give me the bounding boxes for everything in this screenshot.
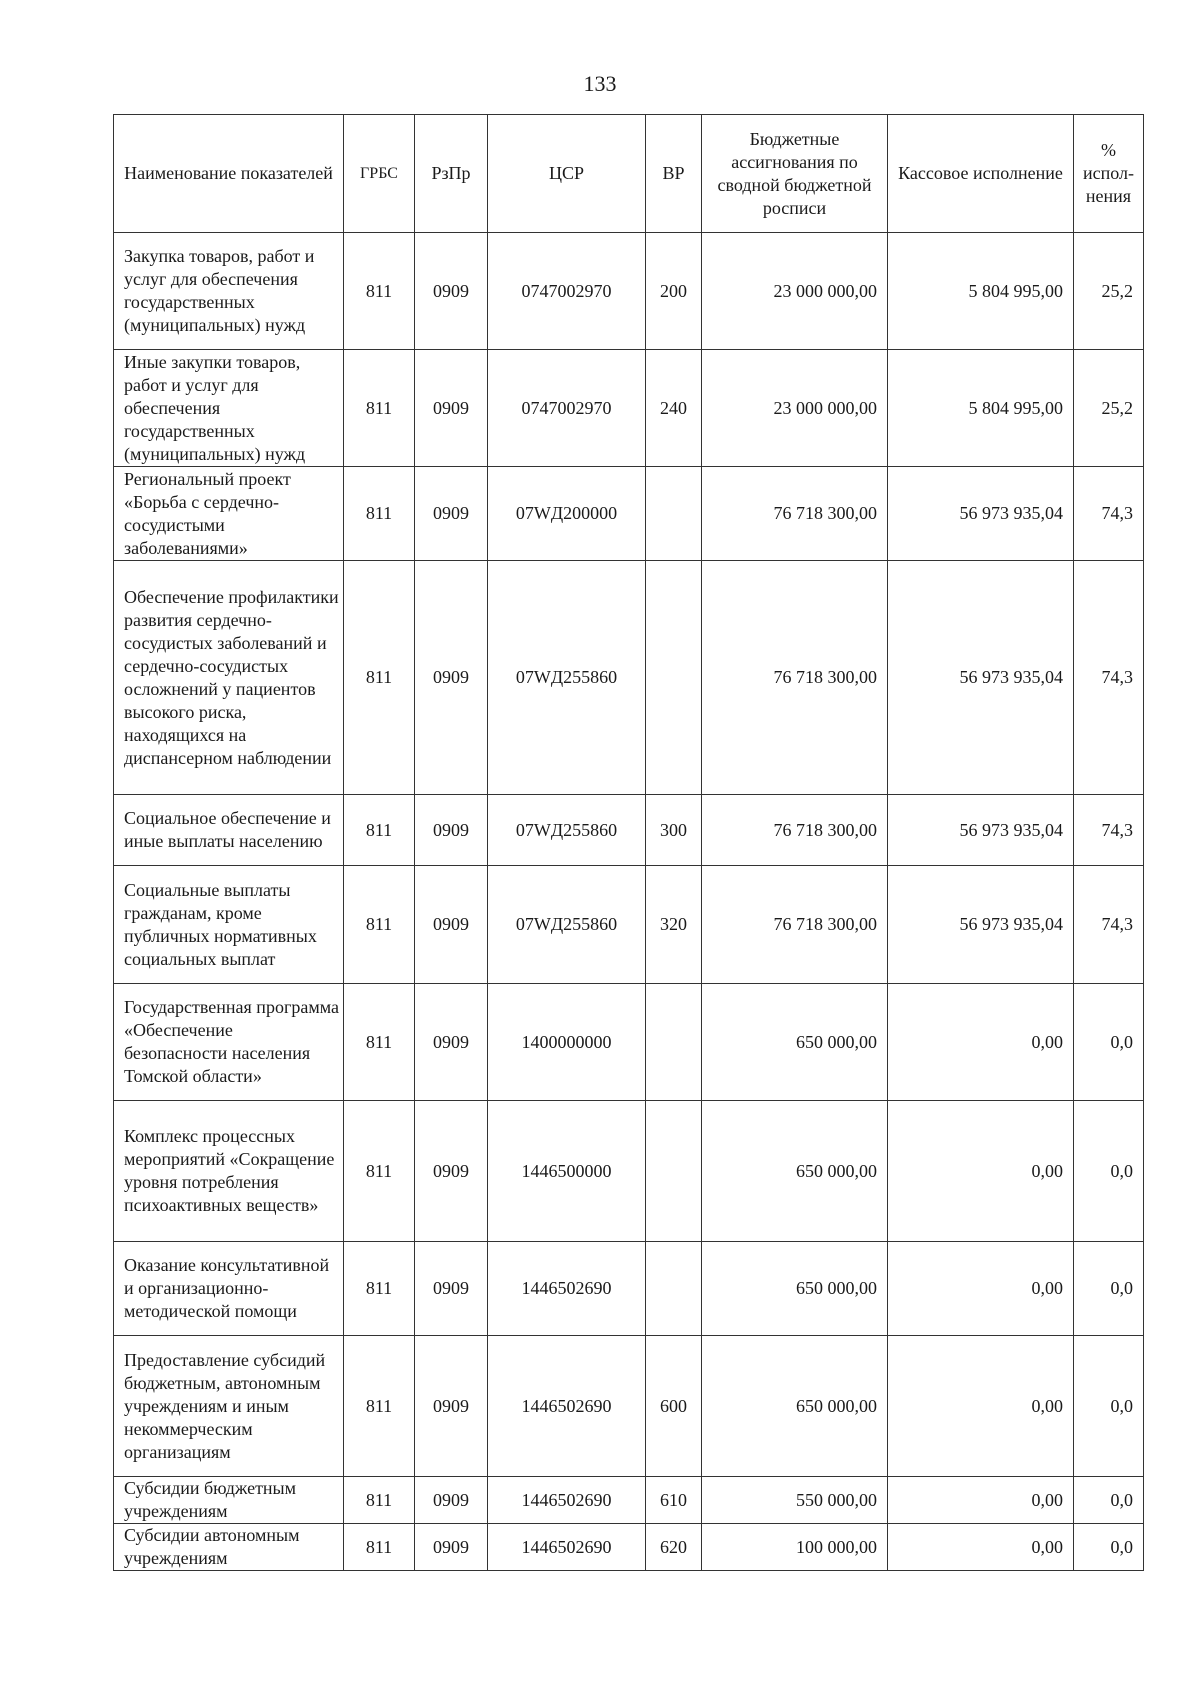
row-cash: 0,00 bbox=[888, 1524, 1074, 1571]
row-csr: 1446502690 bbox=[488, 1336, 646, 1477]
row-cash: 56 973 935,04 bbox=[888, 467, 1074, 561]
header-rzpr: РзПр bbox=[415, 115, 488, 233]
row-rzpr: 0909 bbox=[415, 350, 488, 467]
row-assignments: 650 000,00 bbox=[702, 1101, 888, 1242]
row-grbs: 811 bbox=[344, 561, 415, 795]
row-assignments: 100 000,00 bbox=[702, 1524, 888, 1571]
row-assignments: 650 000,00 bbox=[702, 1242, 888, 1336]
row-assignments: 23 000 000,00 bbox=[702, 350, 888, 467]
row-percent: 0,0 bbox=[1074, 1336, 1144, 1477]
row-cash: 56 973 935,04 bbox=[888, 561, 1074, 795]
table-row bbox=[114, 1101, 1144, 1242]
row-percent: 74,3 bbox=[1074, 795, 1144, 866]
row-cash: 56 973 935,04 bbox=[888, 866, 1074, 984]
row-percent: 0,0 bbox=[1074, 1101, 1144, 1242]
row-vr: 620 bbox=[646, 1524, 702, 1571]
row-csr: 1446502690 bbox=[488, 1477, 646, 1524]
row-vr: 600 bbox=[646, 1336, 702, 1477]
row-name: Региональный проект «Борьба с сердечно-сосудистыми заболеваниями» bbox=[114, 467, 344, 561]
table-row bbox=[114, 561, 1144, 795]
row-csr: 07WД200000 bbox=[488, 467, 646, 561]
row-grbs: 811 bbox=[344, 1101, 415, 1242]
row-percent: 0,0 bbox=[1074, 1477, 1144, 1524]
row-cash: 0,00 bbox=[888, 1336, 1074, 1477]
row-grbs: 811 bbox=[344, 866, 415, 984]
row-assignments: 650 000,00 bbox=[702, 1336, 888, 1477]
row-csr: 1400000000 bbox=[488, 984, 646, 1101]
row-grbs: 811 bbox=[344, 1477, 415, 1524]
row-rzpr: 0909 bbox=[415, 984, 488, 1101]
header-grbs: ГРБС bbox=[344, 115, 415, 233]
row-csr: 1446502690 bbox=[488, 1242, 646, 1336]
row-rzpr: 0909 bbox=[415, 795, 488, 866]
row-vr: 610 bbox=[646, 1477, 702, 1524]
header-vr: ВР bbox=[646, 115, 702, 233]
row-assignments: 76 718 300,00 bbox=[702, 866, 888, 984]
budget-table bbox=[113, 114, 1144, 1571]
table-row bbox=[114, 984, 1144, 1101]
row-name: Закупка товаров, работ и услуг для обеспечения государственных (муниципальных) нужд bbox=[114, 233, 344, 350]
header-row bbox=[114, 115, 1144, 233]
table-row bbox=[114, 1477, 1144, 1524]
row-vr bbox=[646, 1101, 702, 1242]
row-assignments: 650 000,00 bbox=[702, 984, 888, 1101]
header-cash-execution: Кассовое исполнение bbox=[888, 115, 1074, 233]
row-percent: 74,3 bbox=[1074, 561, 1144, 795]
table-row bbox=[114, 1242, 1144, 1336]
row-name: Оказание консультативной и организационно-методической помощи bbox=[114, 1242, 344, 1336]
row-vr: 200 bbox=[646, 233, 702, 350]
table-row bbox=[114, 1336, 1144, 1477]
row-vr bbox=[646, 561, 702, 795]
row-rzpr: 0909 bbox=[415, 467, 488, 561]
row-percent: 74,3 bbox=[1074, 866, 1144, 984]
row-grbs: 811 bbox=[344, 1524, 415, 1571]
row-name: Государственная программа «Обеспечение безопасности населения Томской области» bbox=[114, 984, 344, 1101]
row-percent: 0,0 bbox=[1074, 1524, 1144, 1571]
row-rzpr: 0909 bbox=[415, 1242, 488, 1336]
row-name: Комплекс процессных мероприятий «Сокращение уровня потребления психоактивных веществ» bbox=[114, 1101, 344, 1242]
row-grbs: 811 bbox=[344, 984, 415, 1101]
row-percent: 25,2 bbox=[1074, 233, 1144, 350]
header-assignments: Бюджетные ассигнования по сводной бюджетной росписи bbox=[702, 115, 888, 233]
row-cash: 0,00 bbox=[888, 1477, 1074, 1524]
row-grbs: 811 bbox=[344, 795, 415, 866]
row-percent: 0,0 bbox=[1074, 1242, 1144, 1336]
row-grbs: 811 bbox=[344, 350, 415, 467]
row-cash: 56 973 935,04 bbox=[888, 795, 1074, 866]
row-rzpr: 0909 bbox=[415, 866, 488, 984]
row-name: Обеспечение профилактики развития сердечно-сосудистых заболеваний и сердечно-сосудистых осложнений у пациентов высокого риска, находящихся на диспансерном наблюдении bbox=[114, 561, 344, 795]
row-grbs: 811 bbox=[344, 233, 415, 350]
row-csr: 07WД255860 bbox=[488, 866, 646, 984]
row-vr: 320 bbox=[646, 866, 702, 984]
row-rzpr: 0909 bbox=[415, 561, 488, 795]
row-rzpr: 0909 bbox=[415, 1477, 488, 1524]
table-row bbox=[114, 866, 1144, 984]
header-name: Наименование показателей bbox=[114, 115, 344, 233]
header-percent-execution: % испол-нения bbox=[1074, 115, 1144, 233]
row-percent: 0,0 bbox=[1074, 984, 1144, 1101]
row-csr: 0747002970 bbox=[488, 350, 646, 467]
row-name: Субсидии автономным учреждениям bbox=[114, 1524, 344, 1571]
row-assignments: 550 000,00 bbox=[702, 1477, 888, 1524]
row-rzpr: 0909 bbox=[415, 1524, 488, 1571]
row-cash: 0,00 bbox=[888, 1101, 1074, 1242]
row-csr: 0747002970 bbox=[488, 233, 646, 350]
row-rzpr: 0909 bbox=[415, 1101, 488, 1242]
table-row bbox=[114, 233, 1144, 350]
row-vr bbox=[646, 467, 702, 561]
row-assignments: 76 718 300,00 bbox=[702, 467, 888, 561]
header-csr: ЦСР bbox=[488, 115, 646, 233]
row-cash: 0,00 bbox=[888, 1242, 1074, 1336]
row-name: Социальное обеспечение и иные выплаты населению bbox=[114, 795, 344, 866]
row-assignments: 76 718 300,00 bbox=[702, 561, 888, 795]
row-vr: 240 bbox=[646, 350, 702, 467]
row-cash: 5 804 995,00 bbox=[888, 350, 1074, 467]
row-grbs: 811 bbox=[344, 1242, 415, 1336]
row-assignments: 76 718 300,00 bbox=[702, 795, 888, 866]
row-vr: 300 bbox=[646, 795, 702, 866]
table-row bbox=[114, 795, 1144, 866]
row-assignments: 23 000 000,00 bbox=[702, 233, 888, 350]
row-grbs: 811 bbox=[344, 1336, 415, 1477]
row-csr: 1446500000 bbox=[488, 1101, 646, 1242]
row-cash: 0,00 bbox=[888, 984, 1074, 1101]
row-rzpr: 0909 bbox=[415, 1336, 488, 1477]
row-csr: 07WД255860 bbox=[488, 795, 646, 866]
table-row bbox=[114, 1524, 1144, 1571]
row-name: Иные закупки товаров, работ и услуг для обеспечения государственных (муниципальных) нужд bbox=[114, 350, 344, 467]
row-vr bbox=[646, 984, 702, 1101]
row-name: Субсидии бюджетным учреждениям bbox=[114, 1477, 344, 1524]
row-percent: 74,3 bbox=[1074, 467, 1144, 561]
row-cash: 5 804 995,00 bbox=[888, 233, 1074, 350]
row-rzpr: 0909 bbox=[415, 233, 488, 350]
row-grbs: 811 bbox=[344, 467, 415, 561]
row-name: Предоставление субсидий бюджетным, автономным учреждениям и иным некоммерческим организациям bbox=[114, 1336, 344, 1477]
row-name: Социальные выплаты гражданам, кроме публичных нормативных социальных выплат bbox=[114, 866, 344, 984]
page-number: 133 bbox=[583, 71, 617, 96]
row-percent: 25,2 bbox=[1074, 350, 1144, 467]
row-csr: 1446502690 bbox=[488, 1524, 646, 1571]
row-csr: 07WД255860 bbox=[488, 561, 646, 795]
row-vr bbox=[646, 1242, 702, 1336]
table-row bbox=[114, 350, 1144, 467]
table-row bbox=[114, 467, 1144, 561]
